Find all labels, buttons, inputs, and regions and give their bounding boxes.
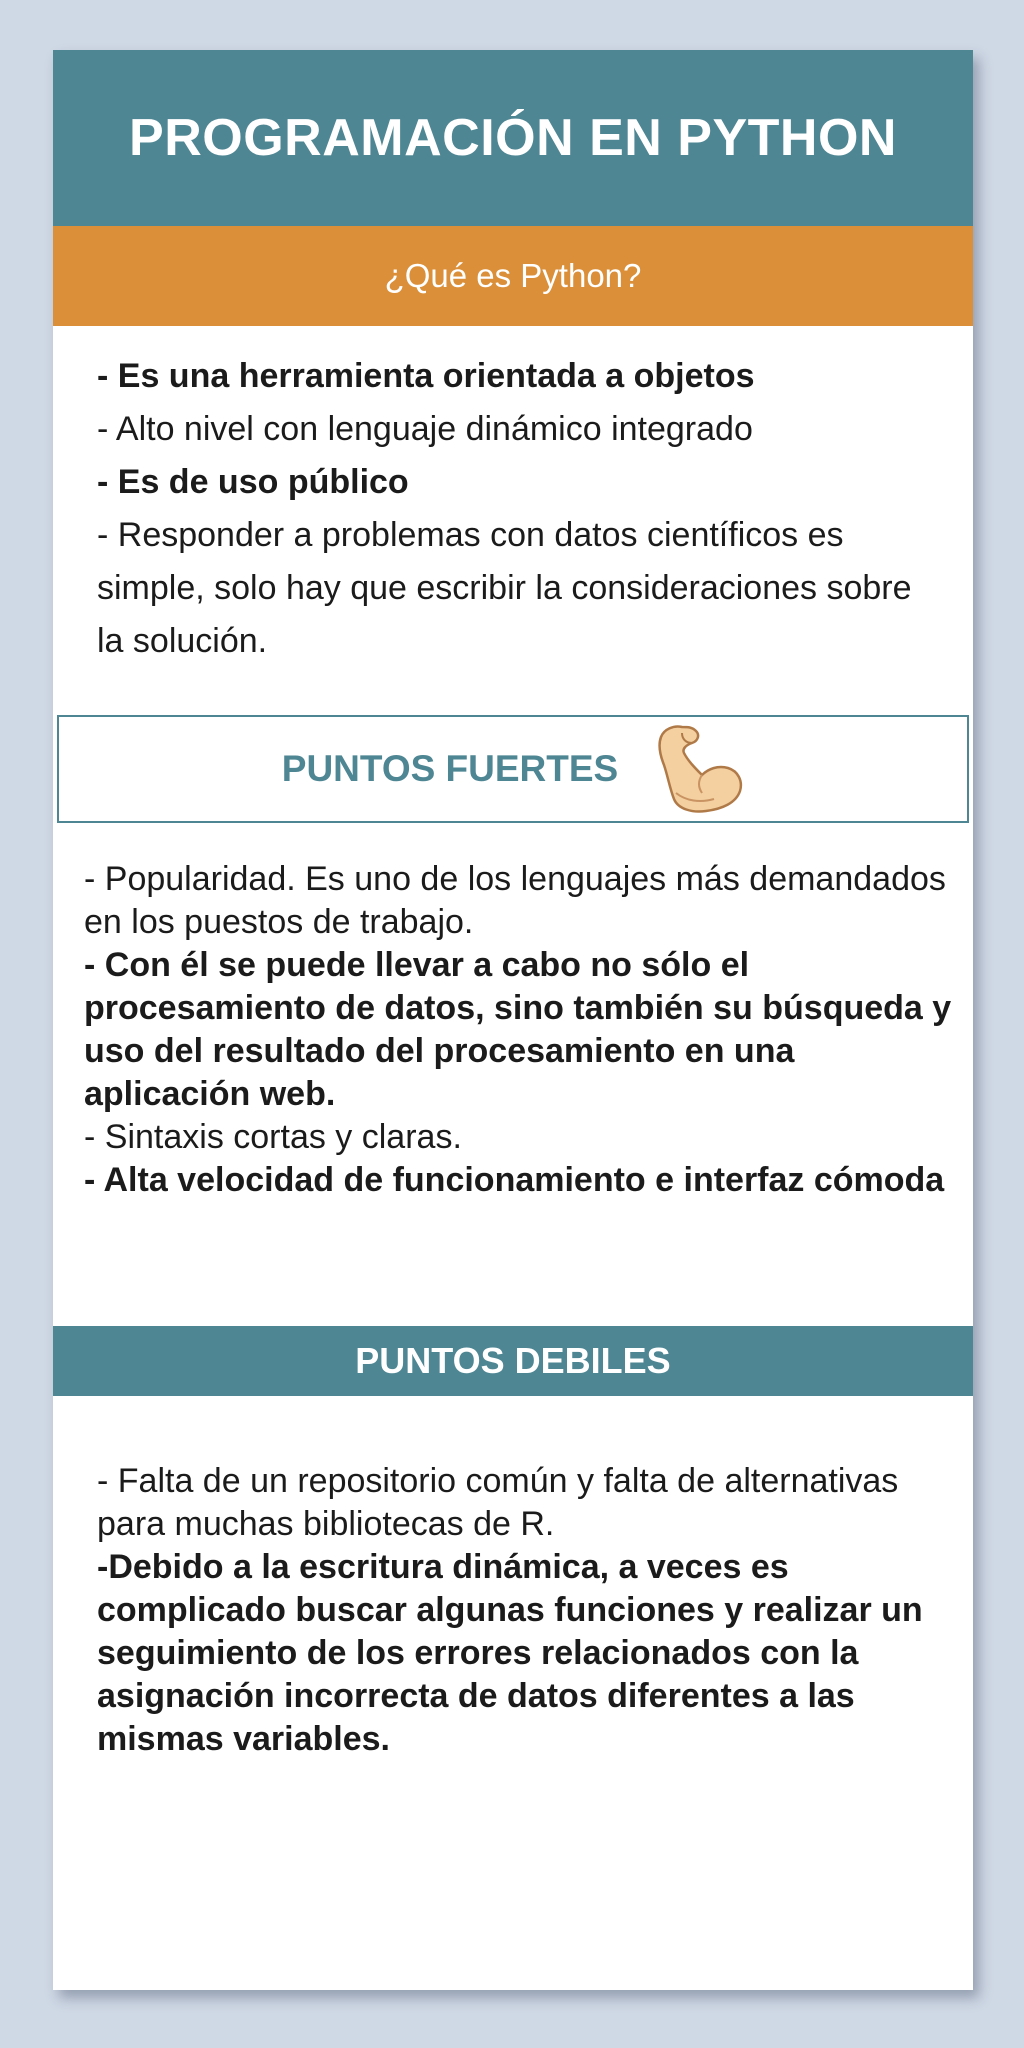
page-title: PROGRAMACIÓN EN PYTHON <box>129 109 897 167</box>
list-item: - Falta de un repositorio común y falta de alternativas para muchas bibliotecas de R. <box>97 1462 899 1543</box>
list-item: - Es de uso público <box>97 463 409 501</box>
weaknesses-heading: PUNTOS DEBILES <box>355 1340 671 1381</box>
list-item: - Responder a problemas con datos científicos es simple, solo hay que escribir la consideraciones sobre la solución. <box>97 516 912 660</box>
list-item: - Con él se puede llevar a cabo no sólo el procesamiento de datos, sino también su búsqueda y uso del resultado del procesamiento en una aplicación web. <box>84 946 952 1113</box>
what-is-heading: ¿Qué es Python? <box>384 257 642 294</box>
list-item: - Es una herramienta orientada a objetos <box>97 357 755 395</box>
weaknesses-banner <box>53 1326 973 1396</box>
title-banner <box>53 50 973 226</box>
flexed-biceps-icon <box>652 721 744 817</box>
list-item: - Alto nivel con lenguaje dinámico integrado <box>97 410 753 448</box>
what-is-banner <box>53 226 973 326</box>
weaknesses-list <box>97 1460 957 1761</box>
strengths-banner <box>57 715 969 823</box>
list-item: - Popularidad. Es uno de los lenguajes más demandados en los puestos de trabajo. <box>84 860 946 941</box>
strengths-heading: PUNTOS FUERTES <box>281 748 619 789</box>
infographic-card <box>53 50 973 1990</box>
list-item: - Alta velocidad de funcionamiento e interfaz cómoda <box>84 1161 945 1199</box>
list-item: -Debido a la escritura dinámica, a veces es complicado buscar algunas funciones y realizar un seguimiento de los errores relacionados con la asignación incorrecta de datos diferentes a las mismas variables. <box>97 1548 923 1758</box>
list-item: - Sintaxis cortas y claras. <box>84 1118 462 1156</box>
what-is-list <box>97 350 947 668</box>
strengths-list <box>84 858 954 1202</box>
